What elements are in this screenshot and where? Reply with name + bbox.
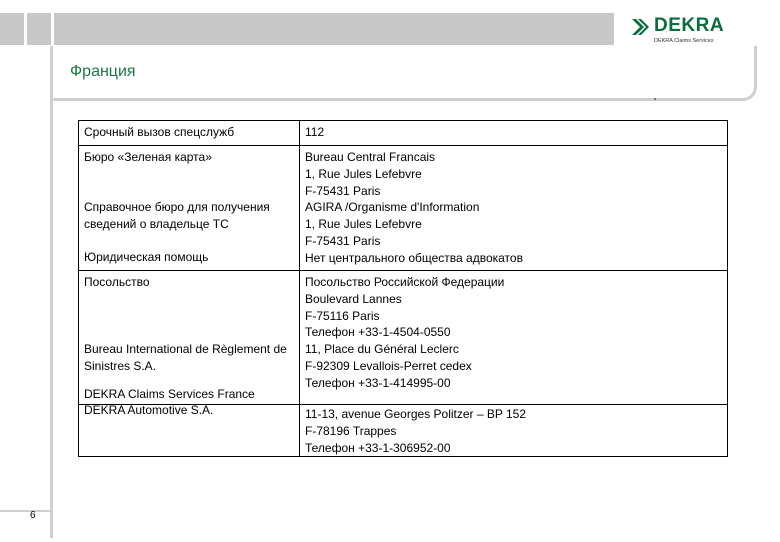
logo-wordmark: DEKRA: [654, 15, 725, 36]
table-cell-label: [79, 146, 300, 271]
value-line: F-92309 Levallois-Perret cedex: [305, 358, 472, 373]
page-title: Франция: [70, 63, 136, 80]
table-cell-value: [300, 405, 728, 457]
title-frame: [50, 46, 757, 101]
green-card-label: Бюро «Зеленая карта»: [84, 150, 212, 164]
table-row: [79, 146, 728, 271]
value-line: F-75431 Paris: [305, 183, 381, 198]
dekra-logo-icon: [630, 17, 650, 37]
value-line: F-75431 Paris: [305, 233, 381, 248]
table-cell-label: [79, 121, 300, 146]
value-line: Телефон +33-1-4504-0550: [305, 325, 451, 340]
logo-subtitle: DEKRA Claims Services: [654, 38, 714, 44]
value-line: 11, Place du Général Leclerc: [305, 342, 459, 357]
dekra-claims-label: DEKRA Claims Services France: [84, 387, 255, 401]
value-line: Boulevard Lannes: [305, 291, 402, 306]
embassy-label: Посольство: [84, 275, 150, 289]
page-number: 6: [30, 510, 36, 521]
legal-help-label: Юридическая помощь: [84, 250, 209, 264]
table-cell-value: [300, 146, 728, 271]
birs-label: Bureau International de Règlement de Sinistres S.A.: [84, 342, 287, 373]
header-bar: [54, 13, 614, 45]
value-line: Посольство Российской Федерации: [305, 275, 505, 289]
table-row: [79, 121, 728, 146]
info-table: [78, 120, 728, 457]
emergency-label: Срочный вызов спецслужб: [84, 125, 235, 139]
table-cell-label: [79, 405, 300, 457]
value-line: AGIRA /Organisme d'Information: [305, 200, 480, 215]
value-line: Нет центрального общества адвокатов: [305, 250, 523, 265]
dot-mark: [654, 98, 656, 100]
table-row: [79, 405, 728, 457]
header-square-2: [27, 13, 51, 45]
footer-rule: [0, 510, 52, 542]
dekra-logo: [628, 15, 756, 49]
value-line: F-78196 Trappes: [305, 423, 397, 438]
header-square-1: [0, 13, 24, 45]
value-line: F-75116 Paris: [305, 308, 380, 323]
value-line: 1, Rue Jules Lefebvre: [305, 217, 422, 232]
table-cell-label: [79, 271, 300, 405]
value-line: 1, Rue Jules Lefebvre: [305, 166, 422, 181]
table-cell-value: [300, 271, 728, 405]
left-rule: [50, 46, 53, 538]
info-bureau-label: Справочное бюро для получения сведений о владельце ТС: [84, 200, 270, 231]
value-line: Телефон +33-1-414995-00: [305, 375, 451, 390]
value-line: Bureau Central Francais: [305, 150, 436, 164]
value-line: Телефон +33-1-306952-00: [305, 440, 451, 455]
dekra-automotive-label: DEKRA Automotive S.A.: [84, 403, 214, 417]
value-line: 11-13, avenue Georges Politzer – BP 152: [305, 407, 527, 421]
table-cell-value: [300, 121, 728, 146]
emergency-value: 112: [305, 125, 325, 139]
table-row: [79, 271, 728, 405]
